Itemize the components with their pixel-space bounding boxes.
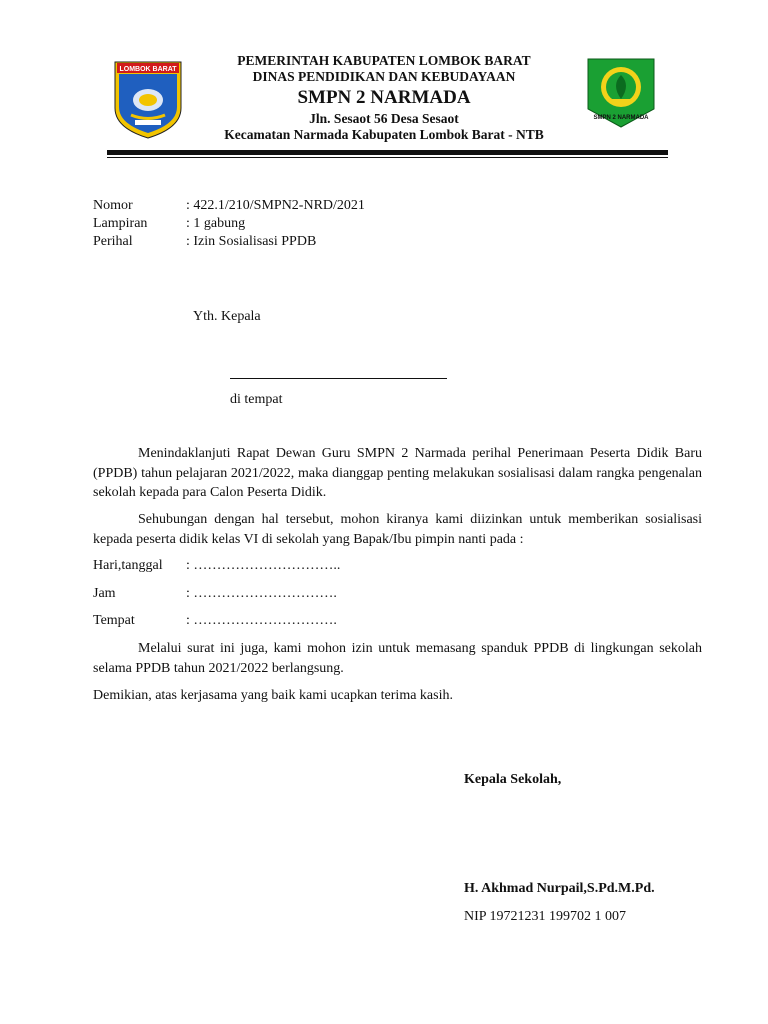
perihal-label: Perihal — [93, 234, 133, 249]
hari-label: Hari,tanggal — [93, 558, 163, 573]
kop-school-name: SMPN 2 NARMADA — [297, 87, 471, 108]
nomor-value: : 422.1/210/SMPN2-NRD/2021 — [186, 198, 365, 213]
kop-department: DINAS PENDIDIKAN DAN KEBUDAYAAN — [252, 69, 516, 84]
body-paragraph-1: Menindaklanjuti Rapat Dewan Guru SMPN 2 Narmada perihal Penerimaan Peserta Didik Baru (PPDB) tahun pelajaran 2021/2022, maka dianggap penting melakukan sosialisasi dalam rangka pengenalan sekolah kepada para Calon Peserta Didik. — [93, 446, 702, 500]
recipient-place: di tempat — [230, 392, 283, 407]
hari-value: : ………………………….. — [186, 558, 341, 573]
kop-address: Jln. Sesaot 56 Desa Sesaot — [309, 111, 459, 126]
kop-district: Kecamatan Narmada Kabupaten Lombok Barat - NTB — [224, 127, 544, 142]
tempat-label: Tempat — [93, 613, 135, 628]
body-paragraph-3: Melalui surat ini juga, kami mohon izin untuk memasang spanduk PPDB di lingkungan sekolah selama PPDB tahun 2021/2022 berlangsung. — [93, 641, 702, 676]
signature-nip: NIP 19721231 199702 1 007 — [464, 909, 627, 924]
school-logo-label: SMPN 2 NARMADA — [593, 115, 649, 121]
recipient-blank-line — [230, 378, 447, 379]
lampiran-label: Lampiran — [93, 216, 148, 231]
letterhead-divider-thin — [107, 157, 668, 158]
body-paragraph-2: Sehubungan dengan hal tersebut, mohon kiranya kami diizinkan untuk memberikan sosialisasi kepada peserta didik kelas VI di sekolah yang Bapak/Ibu pimpin nanti pada : — [93, 512, 702, 547]
signature-name: H. Akhmad Nurpail,S.Pd.M.Pd. — [464, 881, 655, 896]
letterhead-divider — [107, 150, 668, 155]
jam-value: : …………………………. — [186, 586, 337, 601]
body-paragraph-4: Demikian, atas kerjasama yang baik kami ucapkan terima kasih. — [93, 688, 453, 703]
jam-label: Jam — [93, 586, 116, 601]
perihal-value: : Izin Sosialisasi PPDB — [186, 234, 317, 249]
tempat-value: : …………………………. — [186, 613, 337, 628]
signature-title: Kepala Sekolah, — [464, 772, 562, 787]
lampiran-value: : 1 gabung — [186, 216, 246, 231]
recipient-greeting: Yth. Kepala — [193, 309, 261, 324]
kop-government: PEMERINTAH KABUPATEN LOMBOK BARAT — [237, 53, 531, 68]
nomor-label: Nomor — [93, 198, 133, 213]
lombok-barat-logo-label: LOMBOK BARAT — [119, 66, 177, 73]
